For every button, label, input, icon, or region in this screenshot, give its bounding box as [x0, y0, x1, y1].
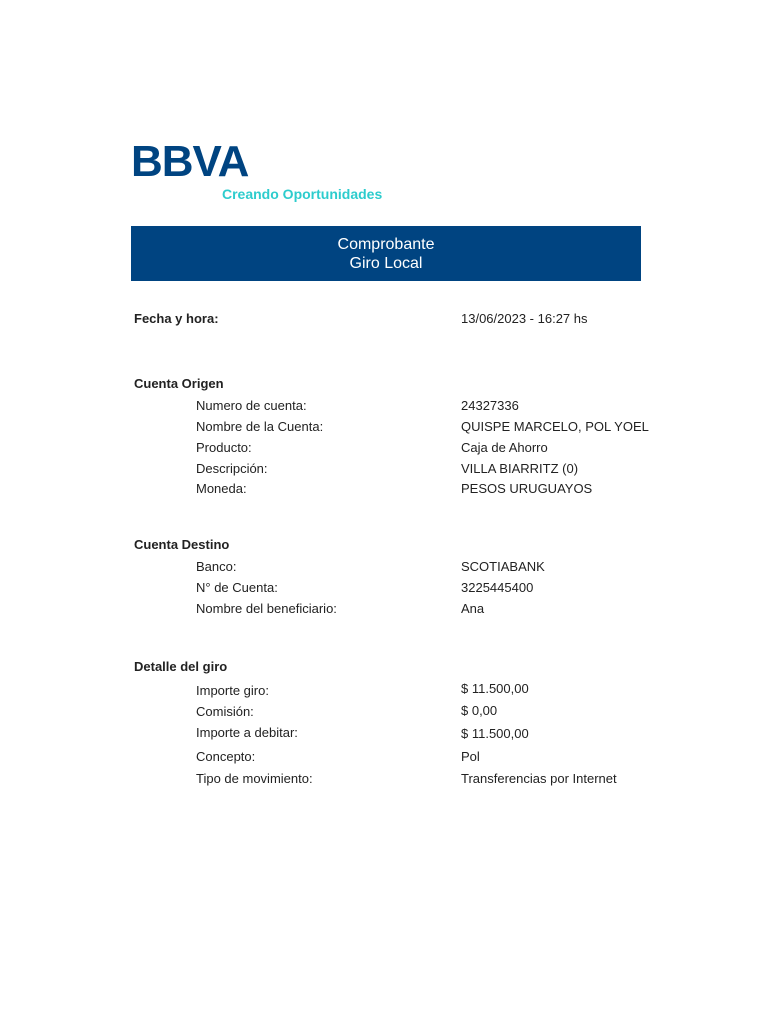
- fecha-label: Fecha y hora:: [134, 311, 219, 326]
- section-cuenta-origen: Cuenta Origen: [134, 376, 224, 391]
- field-value: Pol: [461, 749, 480, 764]
- field-value: SCOTIABANK: [461, 559, 545, 574]
- field-value: PESOS URUGUAYOS: [461, 481, 593, 496]
- field-value: 24327336: [461, 398, 519, 413]
- field-value: QUISPE MARCELO, POL YOEL: [461, 419, 649, 434]
- logo-mark: BBVA: [131, 137, 249, 186]
- field-label: Banco:: [196, 559, 237, 574]
- field-label: Moneda:: [196, 481, 247, 496]
- section-detalle-giro: Detalle del giro: [134, 659, 228, 674]
- field-label: Nombre de la Cuenta:: [196, 419, 324, 434]
- section-cuenta-destino: Cuenta Destino: [134, 537, 230, 552]
- field-label: Tipo de movimiento:: [196, 771, 313, 786]
- field-label: N° de Cuenta:: [196, 580, 278, 595]
- field-label: Concepto:: [196, 749, 256, 764]
- field-value: Ana: [461, 601, 485, 616]
- field-value: Caja de Ahorro: [461, 440, 548, 455]
- field-value: Transferencias por Internet: [461, 771, 617, 786]
- field-label: Producto:: [196, 440, 252, 455]
- field-label: Importe giro:: [196, 683, 269, 698]
- field-value: $ 11.500,00: [461, 726, 529, 741]
- field-value: VILLA BIARRITZ (0): [461, 461, 579, 476]
- fecha-value: 13/06/2023 - 16:27 hs: [461, 311, 588, 326]
- field-label: Numero de cuenta:: [196, 398, 307, 413]
- bbva-logo: [131, 137, 391, 206]
- title-banner: [131, 226, 641, 281]
- banner-line-2: Giro Local: [349, 254, 423, 272]
- field-value: $ 11.500,00: [461, 681, 529, 696]
- field-value: 3225445400: [461, 580, 534, 595]
- field-label: Nombre del beneficiario:: [196, 601, 337, 616]
- banner-line-1: Comprobante: [337, 235, 435, 253]
- logo-tagline: Creando Oportunidades: [222, 186, 383, 202]
- field-label: Importe a debitar:: [196, 725, 298, 740]
- field-label: Comisión:: [196, 704, 254, 719]
- field-label: Descripción:: [196, 461, 268, 476]
- field-value: $ 0,00: [461, 703, 498, 718]
